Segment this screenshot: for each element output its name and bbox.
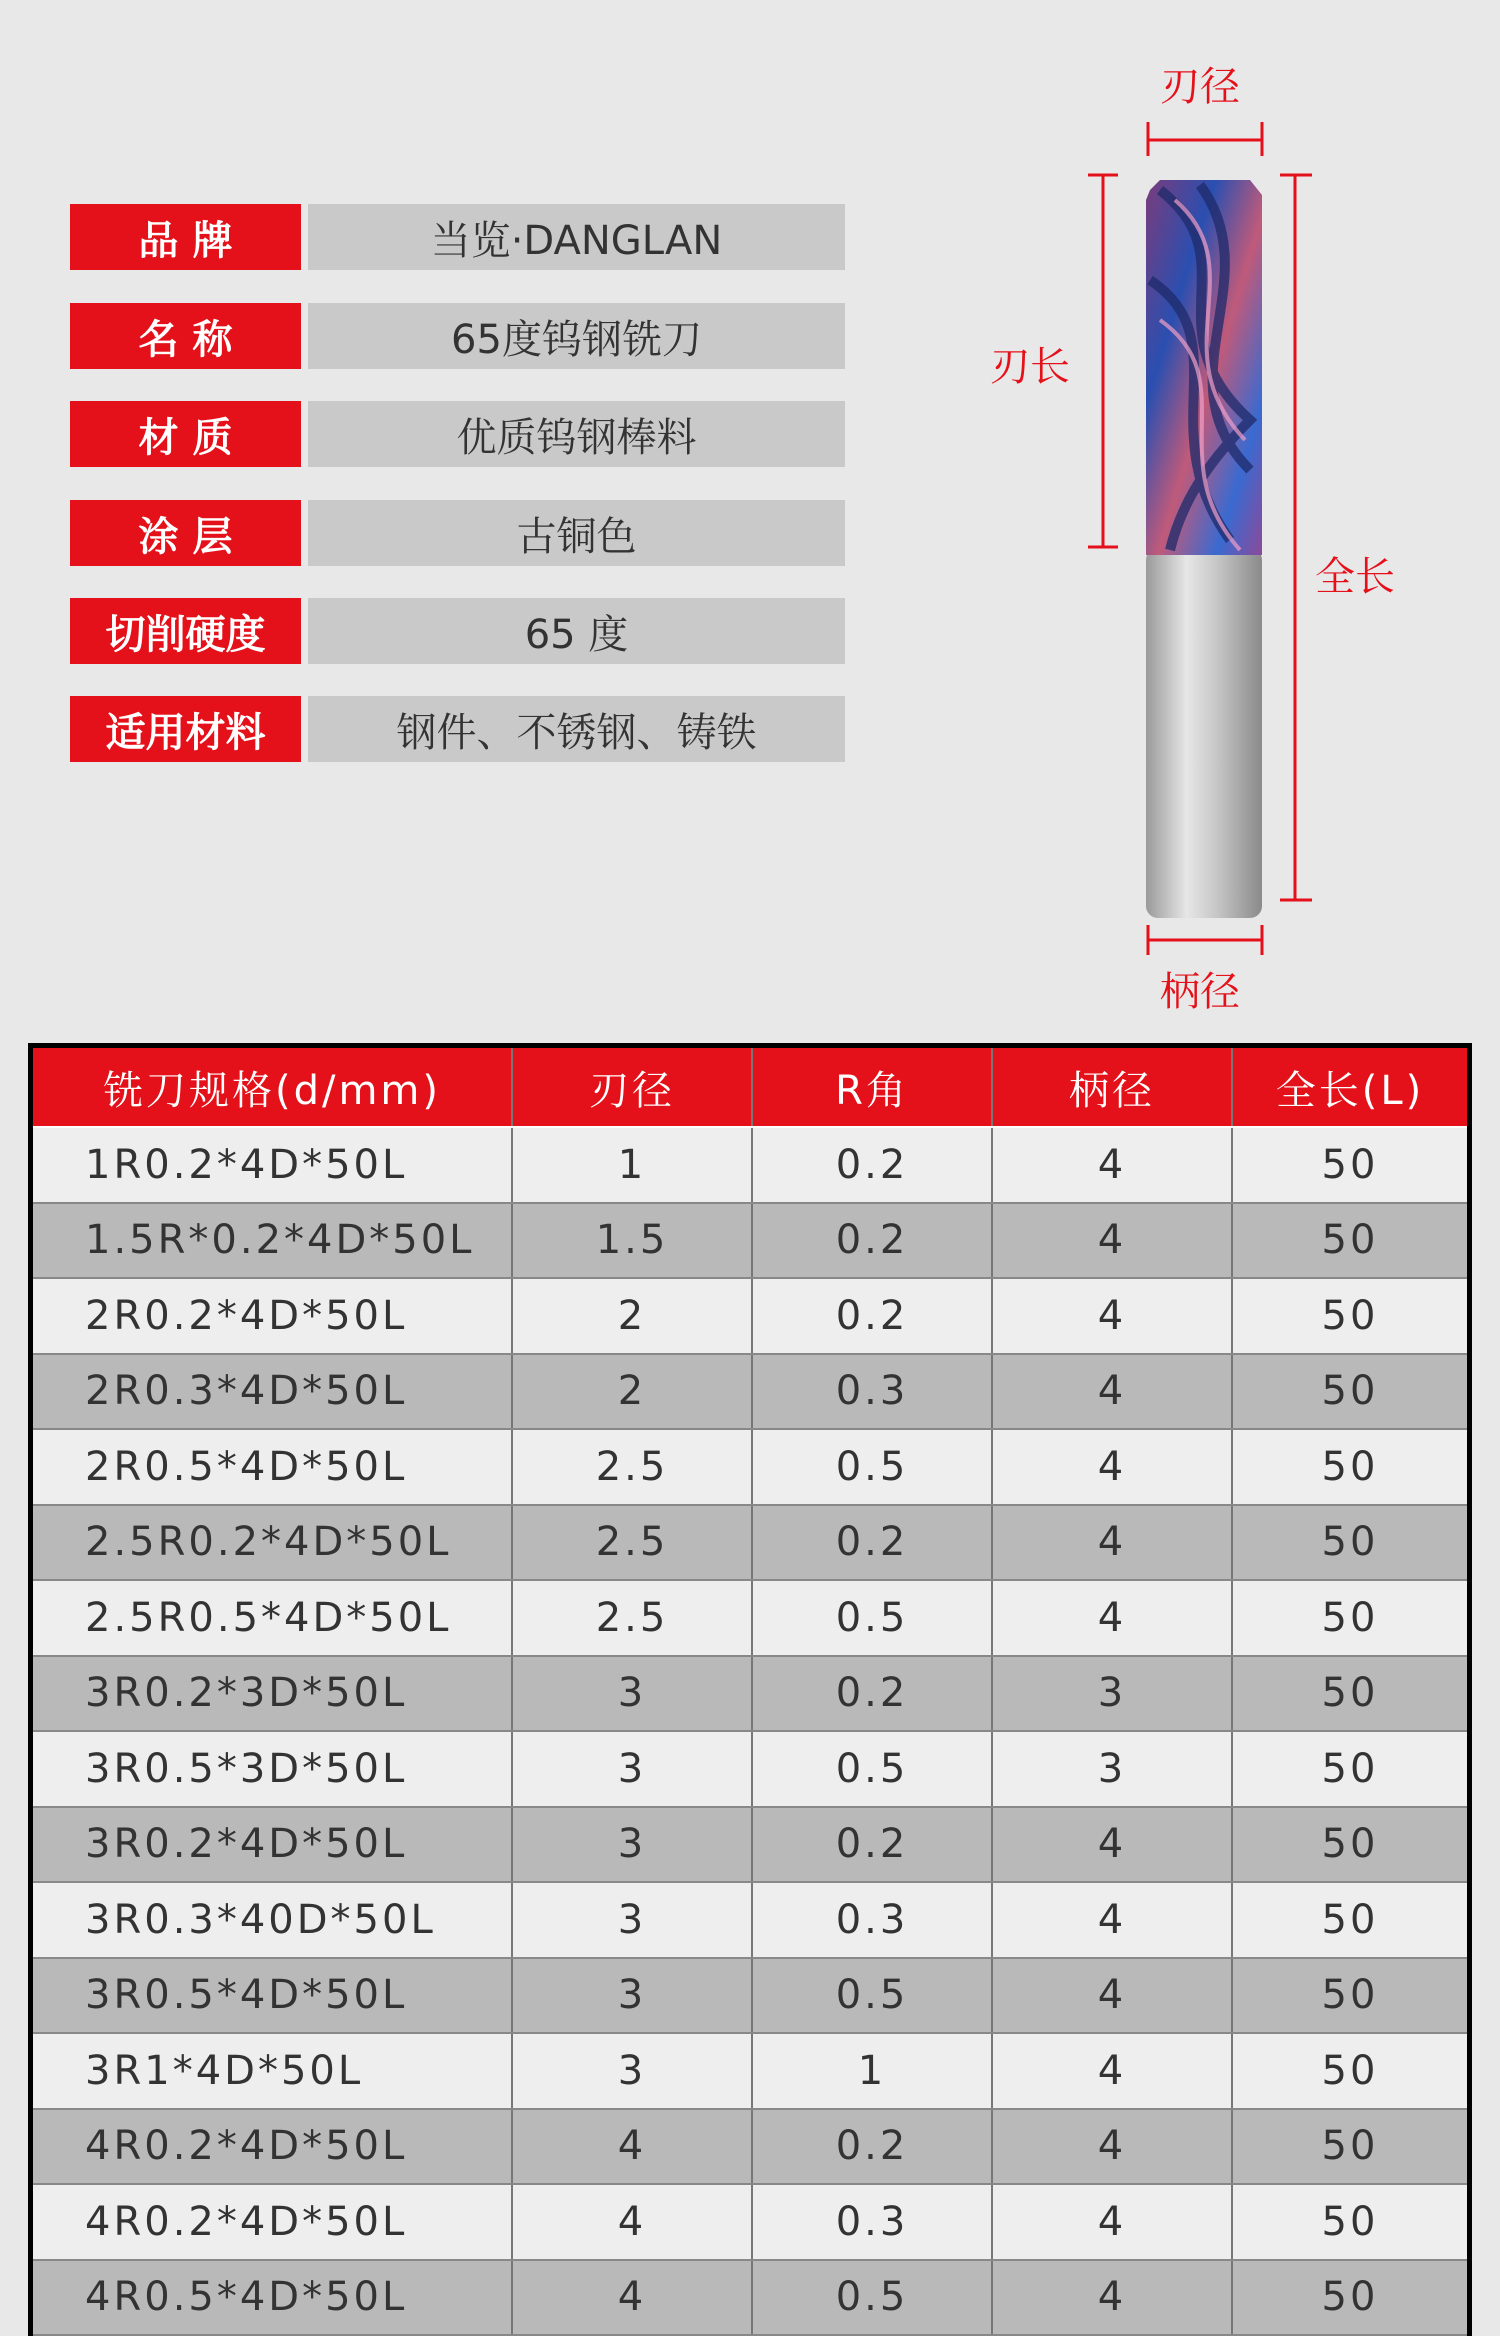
table-cell: 4 [513, 2185, 753, 2259]
table-cell: 1 [753, 2034, 993, 2108]
table-cell: 4 [993, 1279, 1233, 1353]
table-row [33, 1279, 1467, 1355]
table-cell: 50 [1233, 1128, 1467, 1202]
table-cell: 3 [513, 2034, 753, 2108]
table-cell: 4 [993, 2110, 1233, 2184]
spec-label: 适用材料 [70, 696, 301, 762]
table-cell: 4R0.2*4D*50L [33, 2185, 513, 2259]
table-cell: 0.2 [753, 1204, 993, 1278]
spec-label: 名 称 [70, 303, 301, 369]
spec-value: 65度钨钢铣刀 [308, 303, 845, 369]
table-cell: 0.5 [753, 1430, 993, 1504]
table-cell: 2.5 [513, 1506, 753, 1580]
table-cell: 0.5 [753, 2261, 993, 2335]
table-cell: 50 [1233, 2261, 1467, 2335]
table-cell: 2.5R0.5*4D*50L [33, 1581, 513, 1655]
table-cell: 2.5 [513, 1430, 753, 1504]
table-cell: 50 [1233, 1355, 1467, 1429]
table-header-cell: 铣刀规格(d/mm) [33, 1048, 513, 1126]
table-cell: 4 [993, 1883, 1233, 1957]
spec-value: 古铜色 [308, 500, 845, 566]
table-row [33, 2110, 1467, 2186]
table-cell: 50 [1233, 1204, 1467, 1278]
table-cell: 4 [993, 1581, 1233, 1655]
table-cell: 50 [1233, 2034, 1467, 2108]
table-cell: 3R0.3*40D*50L [33, 1883, 513, 1957]
table-cell: 0.2 [753, 1279, 993, 1353]
table-cell: 3 [513, 1959, 753, 2033]
table-cell: 3 [513, 1883, 753, 1957]
table-cell: 4 [513, 2261, 753, 2335]
table-cell: 50 [1233, 1279, 1467, 1353]
table-cell: 0.2 [753, 1808, 993, 1882]
table-row [33, 1808, 1467, 1884]
table-row [33, 1732, 1467, 1808]
blade-length-label: 刃长 [990, 335, 1070, 392]
table-cell: 50 [1233, 1430, 1467, 1504]
table-cell: 4 [993, 2185, 1233, 2259]
table-header-row [33, 1048, 1467, 1128]
table-cell: 1 [513, 1128, 753, 1202]
table-cell: 0.5 [753, 1959, 993, 2033]
table-cell: 4 [513, 2110, 753, 2184]
table-header-cell: 全长(L) [1233, 1048, 1467, 1126]
table-cell: 4 [993, 1506, 1233, 1580]
spec-value: 钢件、不锈钢、铸铁 [308, 696, 845, 762]
spec-value: 优质钨钢棒料 [308, 401, 845, 467]
spec-label: 切削硬度 [70, 598, 301, 664]
table-cell: 1.5R*0.2*4D*50L [33, 1204, 513, 1278]
table-cell: 4 [993, 2261, 1233, 2335]
table-cell: 0.5 [753, 1581, 993, 1655]
table-cell: 50 [1233, 1808, 1467, 1882]
spec-label: 材 质 [70, 401, 301, 467]
spec-label: 涂 层 [70, 500, 301, 566]
table-cell: 2.5 [513, 1581, 753, 1655]
table-cell: 3R0.5*3D*50L [33, 1732, 513, 1806]
total-length-label: 全长 [1315, 545, 1395, 602]
table-row [33, 1128, 1467, 1204]
table-cell: 0.3 [753, 1355, 993, 1429]
table-cell: 3 [513, 1657, 753, 1731]
table-cell: 50 [1233, 1732, 1467, 1806]
table-row [33, 1959, 1467, 2035]
table-cell: 4 [993, 1128, 1233, 1202]
shank-diameter-label: 柄径 [1160, 960, 1240, 1017]
table-cell: 50 [1233, 2110, 1467, 2184]
table-cell: 3 [993, 1657, 1233, 1731]
table-cell: 0.2 [753, 2110, 993, 2184]
table-cell: 3R0.2*4D*50L [33, 1808, 513, 1882]
table-header-cell: 柄径 [993, 1048, 1233, 1126]
spec-label: 品 牌 [70, 204, 301, 270]
table-cell: 3 [993, 1732, 1233, 1806]
table-row [33, 1883, 1467, 1959]
table-cell: 3 [513, 1808, 753, 1882]
table-cell: 2.5R0.2*4D*50L [33, 1506, 513, 1580]
table-row [33, 1355, 1467, 1431]
table-row [33, 2185, 1467, 2261]
table-row [33, 2261, 1467, 2336]
table-cell: 50 [1233, 1506, 1467, 1580]
table-cell: 4 [993, 1355, 1233, 1429]
spec-value: 当览·DANGLAN [308, 204, 845, 270]
table-header-cell: 刃径 [513, 1048, 753, 1126]
blade-diameter-label: 刃径 [1160, 55, 1240, 112]
table-cell: 50 [1233, 1657, 1467, 1731]
table-row [33, 1430, 1467, 1506]
table-cell: 50 [1233, 2185, 1467, 2259]
table-cell: 3R0.2*3D*50L [33, 1657, 513, 1731]
table-row [33, 1204, 1467, 1280]
table-cell: 4R0.5*4D*50L [33, 2261, 513, 2335]
table-cell: 50 [1233, 1959, 1467, 2033]
table-cell: 2R0.5*4D*50L [33, 1430, 513, 1504]
table-cell: 1.5 [513, 1204, 753, 1278]
end-mill-diagram [0, 0, 1500, 1040]
table-cell: 3R1*4D*50L [33, 2034, 513, 2108]
table-cell: 0.3 [753, 2185, 993, 2259]
table-cell: 4 [993, 1808, 1233, 1882]
table-cell: 3R0.5*4D*50L [33, 1959, 513, 2033]
table-cell: 50 [1233, 1883, 1467, 1957]
table-cell: 0.2 [753, 1657, 993, 1731]
table-cell: 2 [513, 1279, 753, 1353]
table-cell: 2R0.3*4D*50L [33, 1355, 513, 1429]
table-cell: 3 [513, 1732, 753, 1806]
table-header-cell: R角 [753, 1048, 993, 1126]
table-row [33, 1506, 1467, 1582]
spec-value: 65 度 [308, 598, 845, 664]
table-row [33, 2034, 1467, 2110]
table-cell: 2R0.2*4D*50L [33, 1279, 513, 1353]
table-cell: 0.5 [753, 1732, 993, 1806]
table-cell: 0.3 [753, 1883, 993, 1957]
table-cell: 4 [993, 1430, 1233, 1504]
table-cell: 4 [993, 1959, 1233, 2033]
table-cell: 4 [993, 1204, 1233, 1278]
table-cell: 50 [1233, 1581, 1467, 1655]
spec-table [28, 1043, 1472, 2336]
table-row [33, 1581, 1467, 1657]
table-cell: 4 [993, 2034, 1233, 2108]
table-cell: 1R0.2*4D*50L [33, 1128, 513, 1202]
table-cell: 4R0.2*4D*50L [33, 2110, 513, 2184]
table-cell: 2 [513, 1355, 753, 1429]
table-cell: 0.2 [753, 1506, 993, 1580]
table-cell: 0.2 [753, 1128, 993, 1202]
table-row [33, 1657, 1467, 1733]
